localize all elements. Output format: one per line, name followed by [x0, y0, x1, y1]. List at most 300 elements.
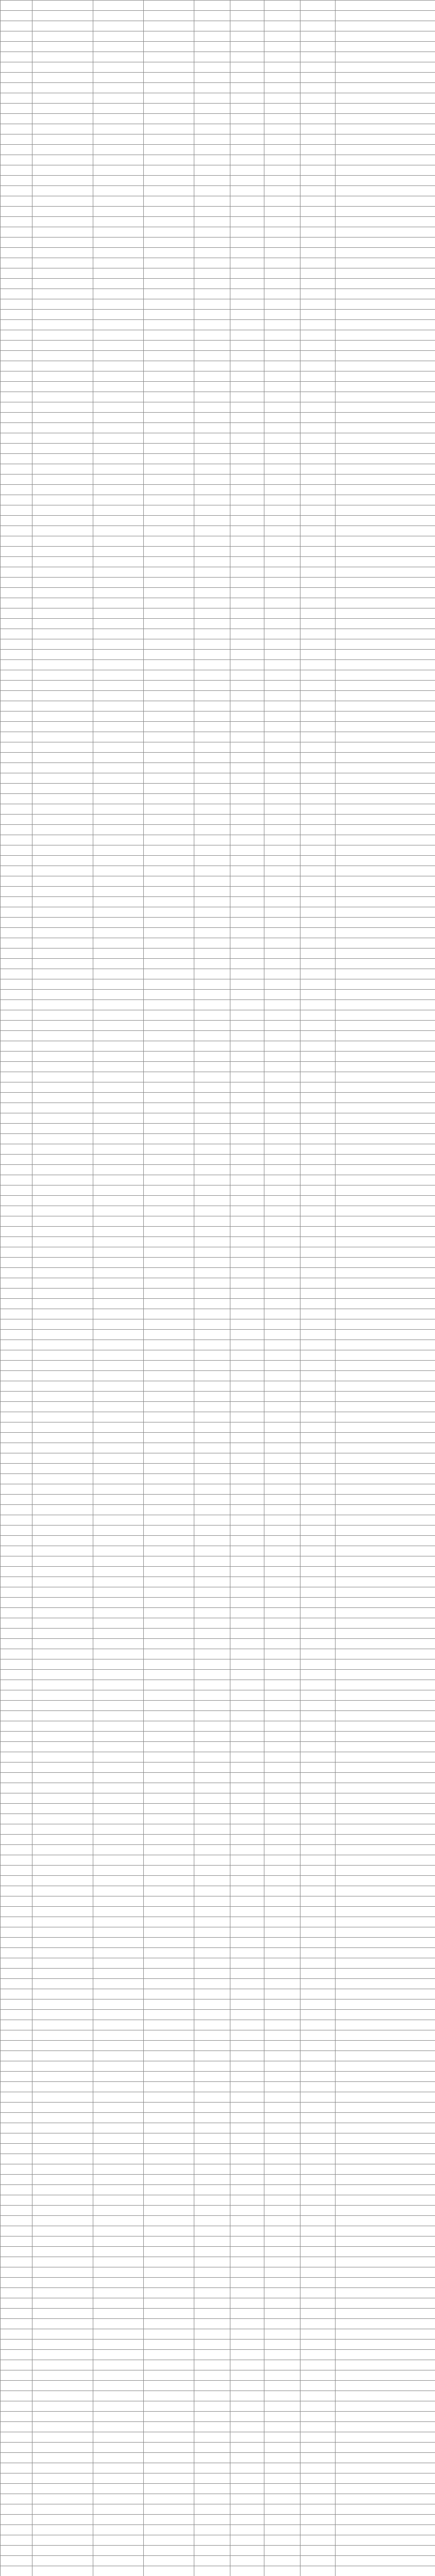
table-cell: [300, 1484, 336, 1495]
table-cell: [264, 1062, 300, 1072]
table-cell: [93, 2350, 144, 2360]
table-cell: [32, 1196, 93, 1206]
table-cell: [264, 701, 300, 711]
table-cell: [1, 402, 32, 413]
table-cell: [194, 227, 230, 238]
table-cell: [194, 825, 230, 835]
table-cell: [194, 1876, 230, 1886]
table-row: [1, 2226, 435, 2236]
table-row: [1, 31, 435, 42]
table-cell: [300, 1948, 336, 1958]
table-cell: [93, 722, 144, 732]
table-cell: [32, 1969, 93, 1979]
table-cell: [144, 444, 194, 454]
table-cell: [1, 1361, 32, 1371]
table-cell: [93, 238, 144, 248]
table-row: [1, 2103, 435, 2113]
table-cell: [1, 1989, 32, 1999]
table-row: [1, 1371, 435, 1381]
table-cell: [1, 815, 32, 825]
table-cell: [300, 722, 336, 732]
table-cell: [194, 114, 230, 124]
table-row: [1, 1618, 435, 1629]
table-cell: [93, 1196, 144, 1206]
table-cell: [336, 268, 435, 279]
table-cell: [230, 2041, 264, 2051]
table-cell: [264, 2535, 300, 2546]
table-cell: [264, 114, 300, 124]
table-cell: [1, 825, 32, 835]
table-cell: [32, 268, 93, 279]
table-row: [1, 2401, 435, 2412]
table-cell: [264, 1350, 300, 1361]
table-cell: [32, 1350, 93, 1361]
table-row: [1, 1989, 435, 1999]
table-row: [1, 11, 435, 21]
table-cell: [194, 1340, 230, 1350]
table-cell: [336, 1938, 435, 1948]
table-cell: [264, 845, 300, 856]
table-cell: [93, 856, 144, 866]
table-cell: [194, 1587, 230, 1598]
table-cell: [230, 1866, 264, 1876]
table-cell: [230, 856, 264, 866]
table-cell: [300, 1598, 336, 1608]
table-cell: [144, 1072, 194, 1082]
table-cell: [194, 660, 230, 670]
table-row: [1, 815, 435, 825]
table-cell: [144, 2247, 194, 2257]
table-cell: [230, 1773, 264, 1783]
table-cell: [264, 341, 300, 351]
table-cell: [230, 1495, 264, 1505]
table-cell: [93, 1247, 144, 1258]
table-cell: [300, 1330, 336, 1340]
table-cell: [300, 959, 336, 969]
table-cell: [264, 2422, 300, 2432]
table-cell: [264, 876, 300, 887]
table-cell: [230, 1484, 264, 1495]
table-cell: [230, 969, 264, 979]
table-cell: [93, 711, 144, 722]
table-cell: [264, 1670, 300, 1680]
table-cell: [32, 1258, 93, 1268]
table-cell: [230, 2381, 264, 2391]
table-cell: [144, 1268, 194, 1278]
table-cell: [32, 1330, 93, 1340]
table-cell: [264, 207, 300, 217]
table-cell: [300, 485, 336, 495]
table-cell: [300, 1350, 336, 1361]
table-cell: [336, 897, 435, 907]
table-cell: [194, 1, 230, 11]
table-cell: [300, 732, 336, 742]
table-row: [1, 207, 435, 217]
table-cell: [300, 1845, 336, 1855]
table-cell: [1, 1350, 32, 1361]
table-cell: [194, 402, 230, 413]
table-cell: [336, 1649, 435, 1659]
table-cell: [144, 1124, 194, 1134]
table-cell: [336, 505, 435, 516]
table-cell: [1, 526, 32, 536]
table-cell: [32, 2288, 93, 2298]
table-cell: [336, 2267, 435, 2278]
table-cell: [32, 2309, 93, 2319]
table-cell: [300, 1649, 336, 1659]
table-cell: [93, 567, 144, 578]
table-cell: [264, 1814, 300, 1824]
table-cell: [93, 320, 144, 330]
table-cell: [300, 1412, 336, 1422]
table-cell: [144, 299, 194, 310]
table-cell: [336, 794, 435, 804]
table-cell: [1, 1309, 32, 1319]
table-cell: [336, 2484, 435, 2494]
table-row: [1, 62, 435, 73]
table-cell: [230, 21, 264, 31]
table-cell: [93, 1165, 144, 1175]
table-cell: [230, 835, 264, 845]
table-cell: [144, 1237, 194, 1247]
table-cell: [300, 1392, 336, 1402]
table-cell: [32, 124, 93, 134]
table-cell: [194, 1103, 230, 1113]
table-row: [1, 2463, 435, 2473]
table-cell: [1, 330, 32, 341]
table-cell: [93, 248, 144, 258]
table-cell: [336, 670, 435, 681]
table-cell: [230, 815, 264, 825]
table-cell: [300, 1907, 336, 1917]
table-cell: [336, 650, 435, 660]
table-cell: [32, 1989, 93, 1999]
table-cell: [336, 1536, 435, 1546]
table-cell: [32, 2381, 93, 2391]
table-cell: [194, 1515, 230, 1526]
table-cell: [93, 2247, 144, 2257]
table-cell: [230, 289, 264, 299]
table-cell: [144, 2473, 194, 2484]
table-cell: [230, 742, 264, 753]
table-cell: [230, 619, 264, 629]
table-cell: [230, 578, 264, 588]
table-cell: [300, 402, 336, 413]
table-cell: [264, 938, 300, 948]
table-cell: [144, 794, 194, 804]
table-cell: [300, 1639, 336, 1649]
table-cell: [194, 1598, 230, 1608]
table-cell: [264, 104, 300, 114]
table-cell: [336, 2072, 435, 2082]
table-cell: [230, 2401, 264, 2412]
table-cell: [32, 1237, 93, 1247]
table-cell: [32, 1412, 93, 1422]
table-cell: [144, 454, 194, 464]
table-cell: [300, 969, 336, 979]
table-cell: [230, 1464, 264, 1474]
table-cell: [194, 1701, 230, 1711]
table-cell: [264, 1948, 300, 1958]
table-cell: [32, 639, 93, 650]
table-cell: [93, 1515, 144, 1526]
table-cell: [144, 2484, 194, 2494]
table-cell: [194, 238, 230, 248]
table-cell: [194, 1855, 230, 1866]
table-cell: [300, 2051, 336, 2061]
table-row: [1, 2453, 435, 2463]
table-row: [1, 1495, 435, 1505]
table-cell: [194, 2041, 230, 2051]
table-cell: [300, 145, 336, 155]
table-cell: [230, 1227, 264, 1237]
table-cell: [264, 1855, 300, 1866]
table-cell: [230, 2525, 264, 2535]
table-cell: [1, 2257, 32, 2267]
table-cell: [300, 1804, 336, 1814]
table-cell: [1, 2185, 32, 2195]
table-cell: [32, 73, 93, 83]
table-cell: [230, 2216, 264, 2226]
table-cell: [32, 2463, 93, 2473]
table-cell: [144, 495, 194, 505]
table-cell: [93, 1814, 144, 1824]
table-cell: [1, 536, 32, 547]
table-row: [1, 1536, 435, 1546]
table-cell: [194, 1289, 230, 1299]
table-cell: [93, 1443, 144, 1453]
table-cell: [32, 1371, 93, 1381]
table-cell: [300, 1021, 336, 1031]
table-cell: [230, 464, 264, 474]
table-cell: [264, 2298, 300, 2309]
table-cell: [336, 1629, 435, 1639]
table-cell: [32, 21, 93, 31]
table-cell: [230, 547, 264, 557]
table-cell: [144, 1144, 194, 1155]
table-cell: [336, 1402, 435, 1412]
table-cell: [1, 1495, 32, 1505]
table-cell: [336, 1845, 435, 1855]
table-cell: [230, 2051, 264, 2061]
table-cell: [194, 1969, 230, 1979]
table-cell: [194, 773, 230, 784]
table-cell: [264, 1443, 300, 1453]
table-cell: [300, 2267, 336, 2278]
table-cell: [1, 1072, 32, 1082]
table-cell: [144, 1629, 194, 1639]
table-cell: [194, 845, 230, 856]
table-cell: [194, 1608, 230, 1618]
table-cell: [32, 485, 93, 495]
table-cell: [230, 1876, 264, 1886]
table-cell: [336, 1072, 435, 1082]
table-cell: [194, 1299, 230, 1309]
table-cell: [93, 2360, 144, 2370]
table-cell: [32, 1072, 93, 1082]
table-cell: [300, 928, 336, 938]
table-cell: [1, 1134, 32, 1144]
table-cell: [300, 351, 336, 361]
table-cell: [300, 392, 336, 402]
table-row: [1, 928, 435, 938]
table-cell: [93, 1031, 144, 1041]
table-cell: [144, 1567, 194, 1577]
table-cell: [144, 804, 194, 815]
table-cell: [230, 423, 264, 433]
table-cell: [32, 845, 93, 856]
table-row: [1, 578, 435, 588]
table-cell: [93, 2010, 144, 2020]
table-cell: [144, 1835, 194, 1845]
table-row: [1, 505, 435, 516]
table-cell: [264, 1072, 300, 1082]
table-cell: [32, 454, 93, 464]
table-cell: [32, 1773, 93, 1783]
table-cell: [194, 1567, 230, 1577]
table-cell: [230, 2164, 264, 2175]
table-cell: [93, 1948, 144, 1958]
table-cell: [194, 2185, 230, 2195]
table-cell: [32, 598, 93, 608]
table-row: [1, 2051, 435, 2061]
table-cell: [32, 2257, 93, 2267]
table-cell: [336, 2103, 435, 2113]
table-cell: [1, 1165, 32, 1175]
table-cell: [144, 21, 194, 31]
table-cell: [93, 2226, 144, 2236]
table-cell: [336, 93, 435, 104]
table-cell: [93, 310, 144, 320]
table-cell: [336, 1330, 435, 1340]
table-row: [1, 413, 435, 423]
table-cell: [93, 1845, 144, 1855]
table-cell: [230, 1113, 264, 1124]
table-cell: [144, 2463, 194, 2473]
table-cell: [1, 382, 32, 392]
table-cell: [1, 773, 32, 784]
table-cell: [32, 1639, 93, 1649]
table-cell: [93, 1474, 144, 1484]
table-cell: [32, 1010, 93, 1021]
table-cell: [336, 804, 435, 815]
table-cell: [144, 1052, 194, 1062]
table-cell: [230, 979, 264, 990]
table-cell: [93, 1464, 144, 1474]
table-cell: [144, 124, 194, 134]
table-cell: [336, 835, 435, 845]
table-cell: [144, 1433, 194, 1443]
table-cell: [230, 660, 264, 670]
table-cell: [1, 598, 32, 608]
table-row: [1, 2504, 435, 2515]
table-cell: [230, 2422, 264, 2432]
table-cell: [194, 608, 230, 619]
table-cell: [93, 2525, 144, 2535]
table-cell: [230, 2484, 264, 2494]
table-cell: [336, 1144, 435, 1155]
table-cell: [300, 2422, 336, 2432]
table-row: [1, 2092, 435, 2103]
table-cell: [32, 1845, 93, 1855]
table-cell: [93, 1876, 144, 1886]
table-cell: [1, 1598, 32, 1608]
table-cell: [300, 1587, 336, 1598]
table-row: [1, 1175, 435, 1185]
table-cell: [264, 2072, 300, 2082]
table-cell: [93, 474, 144, 485]
table-row: [1, 186, 435, 196]
table-cell: [144, 2350, 194, 2360]
table-row: [1, 2288, 435, 2298]
table-cell: [264, 516, 300, 526]
table-cell: [1, 341, 32, 351]
table-cell: [93, 1010, 144, 1021]
table-cell: [144, 217, 194, 227]
table-cell: [336, 1258, 435, 1268]
table-cell: [1, 1330, 32, 1340]
table-cell: [336, 62, 435, 73]
table-cell: [32, 145, 93, 155]
table-cell: [93, 1278, 144, 1289]
table-row: [1, 1979, 435, 1989]
table-cell: [144, 959, 194, 969]
table-cell: [93, 1350, 144, 1361]
table-cell: [300, 1618, 336, 1629]
table-cell: [1, 454, 32, 464]
table-cell: [194, 536, 230, 547]
table-cell: [32, 1474, 93, 1484]
table-cell: [93, 2216, 144, 2226]
table-cell: [264, 1484, 300, 1495]
table-cell: [1, 2443, 32, 2453]
table-cell: [194, 959, 230, 969]
table-cell: [1, 681, 32, 691]
table-cell: [336, 1886, 435, 1896]
table-cell: [194, 1196, 230, 1206]
table-cell: [32, 31, 93, 42]
table-cell: [1, 1082, 32, 1093]
table-cell: [194, 485, 230, 495]
table-cell: [264, 433, 300, 444]
table-cell: [300, 1670, 336, 1680]
table-cell: [32, 1711, 93, 1721]
table-cell: [336, 83, 435, 93]
table-cell: [1, 2484, 32, 2494]
table-cell: [300, 42, 336, 52]
table-cell: [144, 2535, 194, 2546]
table-cell: [144, 639, 194, 650]
table-cell: [93, 588, 144, 598]
table-cell: [1, 557, 32, 567]
table-cell: [1, 1422, 32, 1433]
table-cell: [230, 1, 264, 11]
table-cell: [144, 1752, 194, 1762]
table-cell: [264, 1402, 300, 1412]
table-cell: [32, 1659, 93, 1670]
table-cell: [32, 2546, 93, 2556]
table-cell: [144, 784, 194, 794]
table-cell: [32, 2412, 93, 2422]
table-cell: [264, 2556, 300, 2566]
table-cell: [300, 1062, 336, 1072]
table-cell: [230, 62, 264, 73]
table-row: [1, 794, 435, 804]
table-cell: [300, 907, 336, 918]
table-cell: [300, 1495, 336, 1505]
table-cell: [230, 320, 264, 330]
table-cell: [32, 176, 93, 186]
